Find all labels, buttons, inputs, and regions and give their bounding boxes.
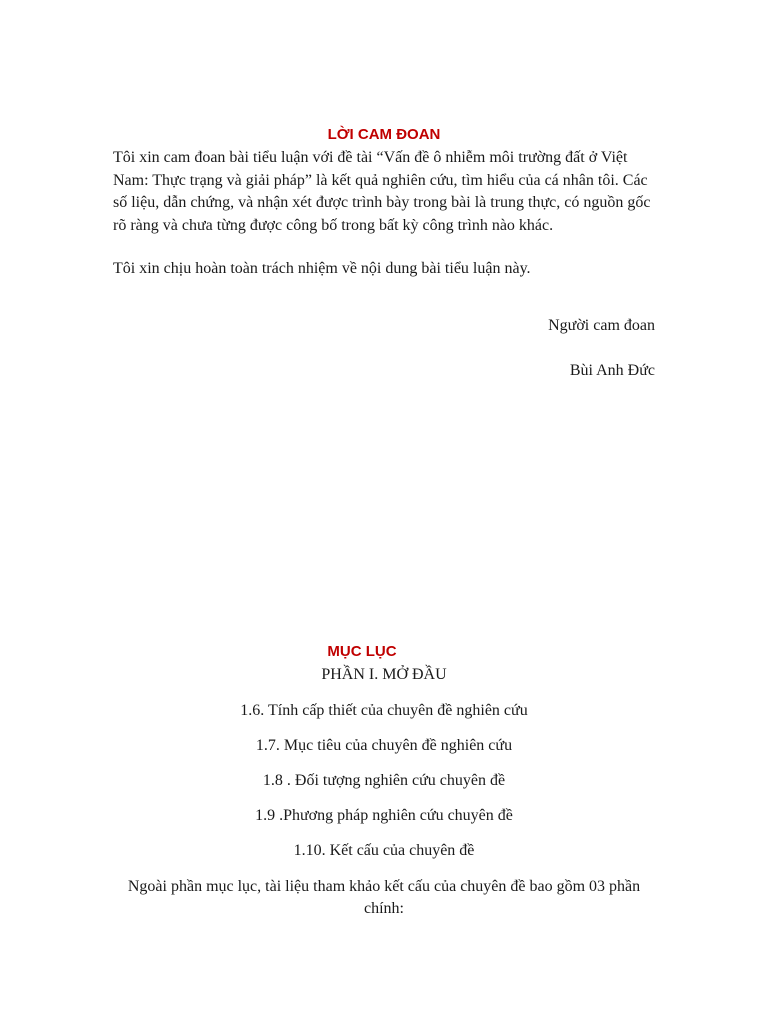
responsibility-statement: Tôi xin chịu hoàn toàn trách nhiệm về nội dung bài tiểu luận này. — [113, 260, 531, 277]
toc-item: 1.7. Mục tiêu của chuyên đề nghiên cứu — [255, 737, 513, 754]
toc-title: MỤC LỤC — [327, 643, 397, 660]
declaration-paragraph: Tôi xin cam đoan bài tiểu luận với đề tài “Vấn đề ô nhiễm môi trường đất ở Việt Nam: Thực trạng và giải pháp” là kết quả nghiên cứu, tìm hiểu của cá nhân tôi. Các số liệu, dẫn chứng, và nhận xét được trình bày trong bài là trung thực, có nguồn gốc rõ ràng và chưa từng được công bố trong bất kỳ công trình nào khác. — [113, 149, 651, 234]
signer-label: Người cam đoan — [548, 317, 655, 334]
toc-part-heading: PHẦN I. MỞ ĐẦU — [321, 666, 447, 683]
toc-item: 1.6. Tính cấp thiết của chuyên đề nghiên cứu — [240, 702, 528, 719]
toc-item: 1.9 .Phương pháp nghiên cứu chuyên đề — [255, 807, 513, 824]
toc-structure-note: Ngoài phần mục lục, tài liệu tham khảo kết cấu của chuyên đề bao gồm 03 phần chính: — [127, 878, 641, 917]
toc-item: 1.10. Kết cấu của chuyên đề — [293, 842, 475, 859]
toc-item: 1.8 . Đối tượng nghiên cứu chuyên đề — [262, 772, 506, 789]
declaration-title: LỜI CAM ĐOAN — [327, 126, 441, 143]
signer-name: Bùi Anh Đức — [569, 362, 655, 379]
